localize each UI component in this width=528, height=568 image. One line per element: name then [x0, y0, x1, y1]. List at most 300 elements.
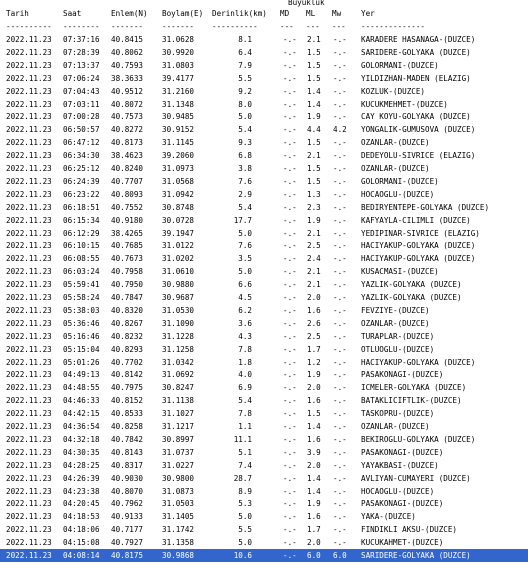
- cell-lat: 40.7950: [111, 280, 144, 290]
- cell-ml: 1.6: [307, 396, 321, 406]
- cell-lon: 31.1348: [162, 99, 195, 109]
- column-header-row: [0, 7, 528, 20]
- cell-lon: 31.0942: [162, 189, 195, 199]
- table-row[interactable]: [0, 201, 528, 214]
- cell-depth: 10.6: [233, 551, 252, 560]
- col-mw-header: Mw: [332, 9, 342, 18]
- cell-lat: 40.8072: [111, 99, 144, 109]
- cell-md: -.-: [283, 99, 297, 109]
- cell-mw: -.-: [333, 409, 347, 419]
- cell-depth: 5.5: [238, 73, 252, 83]
- cell-lon: 31.0202: [162, 254, 195, 264]
- cell-md: -.-: [283, 422, 297, 431]
- table-row[interactable]: [0, 407, 528, 420]
- table-row[interactable]: [0, 136, 528, 149]
- cell-lon: 30.8748: [162, 202, 195, 212]
- cell-mw: -.-: [333, 370, 347, 380]
- cell-ml: 2.3: [307, 202, 321, 212]
- cell-mw: -.-: [333, 422, 347, 431]
- cell-time: 04:49:13: [63, 370, 100, 380]
- cell-depth: 7.8: [238, 344, 252, 354]
- cell-lat: 38.4623: [111, 151, 144, 161]
- cell-md: -.-: [283, 460, 297, 470]
- cell-ml: 1.7: [307, 525, 321, 535]
- cell-lon: 31.0692: [162, 370, 195, 380]
- cell-date: 2022.11.23: [6, 344, 52, 354]
- cell-depth: 5.3: [238, 499, 252, 509]
- cell-ml: 1.6: [307, 434, 321, 444]
- cell-md: -.-: [283, 267, 297, 277]
- cell-mw: -.-: [333, 189, 347, 199]
- table-row[interactable]: [0, 536, 528, 549]
- cell-lon: 39.2060: [162, 151, 195, 161]
- cell-place: HACIYAKUP-GOLYAKA (DUZCE): [361, 254, 476, 264]
- cell-lat: 40.8175: [111, 551, 144, 560]
- cell-place: BATAKLICIFTLIK-(DUZCE): [361, 396, 462, 406]
- cell-ml: 1.5: [307, 409, 321, 419]
- cell-mw: -.-: [333, 228, 347, 238]
- table-row[interactable]: [0, 46, 528, 59]
- cell-place: TURAPLAR-(DUZCE): [361, 331, 435, 341]
- cell-lon: 31.1405: [162, 512, 195, 522]
- cell-lat: 40.7177: [111, 525, 144, 535]
- cell-depth: 1.1: [238, 422, 252, 431]
- cell-ml: 2.0: [307, 383, 321, 393]
- col-lat-header: Enlem(N): [111, 9, 148, 18]
- depth-divider: ----------: [212, 22, 258, 31]
- cell-md: -.-: [283, 305, 297, 315]
- cell-time: 07:06:24: [63, 73, 100, 83]
- table-row[interactable]: [0, 59, 528, 72]
- cell-place: FINDIKLI AKSU-(DUZCE): [361, 525, 458, 535]
- cell-lat: 40.7593: [111, 60, 144, 70]
- cell-time: 04:26:39: [63, 473, 100, 483]
- md-divider: ---: [280, 22, 294, 31]
- cell-depth: 3.5: [238, 254, 252, 264]
- cell-place: YAZLIK-GOLYAKA (DUZCE): [361, 280, 462, 290]
- cell-time: 05:36:46: [63, 318, 100, 328]
- cell-place: KOZLUK-(DUZCE): [361, 86, 426, 96]
- cell-time: 07:37:16: [63, 35, 100, 44]
- cell-mw: -.-: [333, 318, 347, 328]
- cell-depth: 8.0: [238, 99, 252, 109]
- cell-date: 2022.11.23: [6, 151, 52, 161]
- cell-date: 2022.11.23: [6, 60, 52, 70]
- cell-depth: 6.9: [238, 383, 252, 393]
- cell-time: 06:08:55: [63, 254, 100, 264]
- table-row[interactable]: [0, 98, 528, 111]
- magnitude-group-title: Buyukluk: [288, 0, 325, 7]
- cell-depth: 5.0: [238, 538, 252, 548]
- cell-lat: 40.8152: [111, 396, 144, 406]
- cell-md: -.-: [283, 215, 297, 225]
- cell-lat: 40.8272: [111, 125, 144, 135]
- cell-ml: 1.4: [307, 86, 321, 96]
- cell-lat: 40.8070: [111, 486, 144, 496]
- cell-lat: 38.4265: [111, 228, 144, 238]
- cell-lat: 40.8317: [111, 460, 144, 470]
- cell-lat: 40.8142: [111, 370, 144, 380]
- table-row[interactable]: [0, 485, 528, 498]
- cell-mw: -.-: [333, 473, 347, 483]
- cell-depth: 7.6: [238, 241, 252, 251]
- cell-date: 2022.11.23: [6, 73, 52, 83]
- cell-lat: 40.7842: [111, 434, 144, 444]
- cell-lat: 40.8533: [111, 409, 144, 419]
- cell-ml: 2.0: [307, 538, 321, 548]
- table-row[interactable]: [0, 330, 528, 343]
- cell-place: PASAKONAGI-(DUZCE): [361, 370, 444, 380]
- cell-date: 2022.11.23: [6, 447, 52, 457]
- cell-date: 2022.11.23: [6, 499, 52, 509]
- cell-lon: 31.0122: [162, 241, 195, 251]
- table-row[interactable]: [0, 472, 528, 485]
- cell-mw: 6.0: [333, 551, 347, 560]
- table-row[interactable]: [0, 304, 528, 317]
- cell-mw: -.-: [333, 151, 347, 161]
- table-row[interactable]: [0, 252, 528, 265]
- cell-ml: 2.4: [307, 254, 321, 264]
- cell-depth: 3.8: [238, 164, 252, 173]
- cell-ml: 1.5: [307, 164, 321, 173]
- cell-lon: 30.9880: [162, 280, 195, 290]
- cell-date: 2022.11.23: [6, 318, 52, 328]
- cell-lon: 39.4177: [162, 73, 195, 83]
- cell-lat: 40.8232: [111, 331, 144, 341]
- cell-time: 06:34:30: [63, 151, 100, 161]
- cell-lon: 31.1145: [162, 138, 195, 148]
- table-row[interactable]: [0, 110, 528, 123]
- table-row[interactable]: [0, 162, 528, 175]
- cell-place: SARIDERE-GOLYAKA (DUZCE): [361, 551, 471, 560]
- cell-date: 2022.11.23: [6, 383, 52, 393]
- cell-ml: 1.2: [307, 357, 321, 367]
- cell-depth: 2.9: [238, 189, 252, 199]
- cell-mw: -.-: [333, 305, 347, 315]
- cell-place: CAY KOYU-GOLYAKA (DUZCE): [361, 112, 471, 122]
- cell-date: 2022.11.23: [6, 473, 52, 483]
- cell-place: OTLUOGLU-(DUZCE): [361, 344, 435, 354]
- cell-ml: 2.0: [307, 293, 321, 302]
- cell-ml: 2.6: [307, 318, 321, 328]
- cell-mw: -.-: [333, 383, 347, 393]
- cell-time: 05:01:26: [63, 357, 100, 367]
- cell-lat: 40.8240: [111, 164, 144, 173]
- cell-place: DEDEYOLU-SIVRICE (ELAZIG): [361, 151, 476, 161]
- cell-time: 07:03:11: [63, 99, 100, 109]
- cell-ml: 1.9: [307, 499, 321, 509]
- cell-date: 2022.11.23: [6, 370, 52, 380]
- col-time-header: Saat: [63, 9, 82, 18]
- cell-date: 2022.11.23: [6, 486, 52, 496]
- cell-md: -.-: [283, 125, 297, 135]
- cell-place: AVLIYAN-CUMAYERI (DUZCE): [361, 473, 471, 483]
- cell-lon: 31.1138: [162, 396, 195, 406]
- cell-lat: 40.7707: [111, 176, 144, 186]
- table-row[interactable]: [0, 433, 528, 446]
- cell-ml: 1.3: [307, 189, 321, 199]
- table-row[interactable]: [0, 33, 528, 46]
- cell-lon: 30.9485: [162, 112, 195, 122]
- cell-mw: -.-: [333, 293, 347, 302]
- cell-mw: -.-: [333, 357, 347, 367]
- cell-time: 04:32:18: [63, 434, 100, 444]
- table-row[interactable]: [0, 459, 528, 472]
- cell-md: -.-: [283, 280, 297, 290]
- cell-ml: 1.4: [307, 422, 321, 431]
- cell-depth: 5.4: [238, 396, 252, 406]
- cell-mw: -.-: [333, 538, 347, 548]
- table-row[interactable]: [0, 123, 528, 136]
- cell-md: -.-: [283, 293, 297, 302]
- cell-lat: 40.7847: [111, 293, 144, 302]
- cell-md: -.-: [283, 189, 297, 199]
- cell-place: KUCUKAHMET-(DUZCE): [361, 538, 444, 548]
- cell-ml: 2.1: [307, 228, 321, 238]
- cell-depth: 17.7: [233, 215, 252, 225]
- cell-md: -.-: [283, 525, 297, 535]
- cell-md: -.-: [283, 512, 297, 522]
- cell-lon: 31.0973: [162, 164, 195, 173]
- table-row[interactable]: [0, 356, 528, 369]
- cell-date: 2022.11.23: [6, 35, 52, 44]
- cell-mw: -.-: [333, 512, 347, 522]
- cell-lon: 31.0628: [162, 35, 195, 44]
- cell-place: HOCAOGLU-(DUZCE): [361, 189, 435, 199]
- cell-depth: 9.2: [238, 86, 252, 96]
- cell-lat: 40.8173: [111, 138, 144, 148]
- cell-time: 05:16:46: [63, 331, 100, 341]
- cell-lat: 40.8415: [111, 35, 144, 44]
- cell-mw: -.-: [333, 486, 347, 496]
- date-divider: ----------: [6, 22, 52, 31]
- cell-date: 2022.11.23: [6, 434, 52, 444]
- cell-md: -.-: [283, 35, 297, 44]
- lat-divider: -------: [111, 22, 144, 31]
- cell-time: 04:28:25: [63, 460, 100, 470]
- table-row[interactable]: [0, 175, 528, 188]
- cell-place: OZANLAR-(DUZCE): [361, 164, 430, 173]
- cell-date: 2022.11.23: [6, 228, 52, 238]
- cell-time: 04:18:53: [63, 512, 100, 522]
- cell-lon: 31.2160: [162, 86, 195, 96]
- cell-date: 2022.11.23: [6, 396, 52, 406]
- cell-place: BEKIROGLU-GOLYAKA (DUZCE): [361, 434, 476, 444]
- cell-md: -.-: [283, 551, 297, 560]
- cell-mw: -.-: [333, 525, 347, 535]
- cell-md: -.-: [283, 176, 297, 186]
- cell-lat: 40.7552: [111, 202, 144, 212]
- cell-md: -.-: [283, 164, 297, 173]
- table-row[interactable]: [0, 265, 528, 278]
- col-place-header: Yer: [361, 9, 375, 18]
- cell-lat: 40.8143: [111, 447, 144, 457]
- cell-ml: 1.9: [307, 370, 321, 380]
- cell-lat: 40.8293: [111, 344, 144, 354]
- cell-mw: -.-: [333, 254, 347, 264]
- table-row[interactable]: [0, 317, 528, 330]
- cell-time: 04:23:38: [63, 486, 100, 496]
- cell-date: 2022.11.23: [6, 241, 52, 251]
- table-row-selected[interactable]: [0, 549, 528, 562]
- cell-mw: -.-: [333, 280, 347, 290]
- table-row[interactable]: [0, 381, 528, 394]
- table-row[interactable]: [0, 214, 528, 227]
- cell-depth: 7.4: [238, 460, 252, 470]
- cell-md: -.-: [283, 138, 297, 148]
- cell-time: 07:04:43: [63, 86, 100, 96]
- cell-place: KAFYAYLA-CILIMLI (DUZCE): [361, 215, 471, 225]
- cell-date: 2022.11.23: [6, 357, 52, 367]
- cell-ml: 1.6: [307, 305, 321, 315]
- cell-depth: 9.3: [238, 138, 252, 148]
- cell-ml: 2.1: [307, 151, 321, 161]
- cell-date: 2022.11.23: [6, 189, 52, 199]
- cell-time: 05:38:03: [63, 305, 100, 315]
- table-row[interactable]: [0, 497, 528, 510]
- cell-mw: -.-: [333, 267, 347, 277]
- cell-time: 06:03:24: [63, 267, 100, 277]
- cell-depth: 7.6: [238, 176, 252, 186]
- cell-mw: -.-: [333, 215, 347, 225]
- cell-place: BEDIRYENTEPE-GOLYAKA (DUZCE): [361, 202, 490, 212]
- cell-mw: -.-: [333, 344, 347, 354]
- cell-time: 05:59:41: [63, 280, 100, 290]
- cell-date: 2022.11.23: [6, 112, 52, 122]
- cell-md: -.-: [283, 396, 297, 406]
- cell-time: 06:24:39: [63, 176, 100, 186]
- cell-place: KUSACMASI-(DUZCE): [361, 267, 439, 277]
- cell-depth: 6.4: [238, 47, 252, 57]
- cell-time: 04:20:45: [63, 499, 100, 509]
- cell-lat: 38.3633: [111, 73, 144, 83]
- cell-ml: 1.6: [307, 512, 321, 522]
- cell-time: 07:13:37: [63, 60, 100, 70]
- cell-ml: 2.1: [307, 267, 321, 277]
- cell-md: -.-: [283, 370, 297, 380]
- cell-mw: -.-: [333, 73, 347, 83]
- cell-ml: 2.5: [307, 241, 321, 251]
- cell-mw: -.-: [333, 331, 347, 341]
- cell-time: 04:36:54: [63, 422, 100, 431]
- cell-place: OZANLAR-(DUZCE): [361, 318, 430, 328]
- cell-place: YAZLIK-GOLYAKA (DUZCE): [361, 293, 462, 302]
- cell-date: 2022.11.23: [6, 164, 52, 173]
- cell-lon: 31.0873: [162, 486, 195, 496]
- table-row[interactable]: [0, 394, 528, 407]
- cell-time: 04:18:06: [63, 525, 100, 535]
- table-row[interactable]: [0, 291, 528, 304]
- cell-date: 2022.11.23: [6, 125, 52, 135]
- cell-mw: -.-: [333, 460, 347, 470]
- cell-place: OZANLAR-(DUZCE): [361, 138, 430, 148]
- table-row[interactable]: [0, 85, 528, 98]
- table-row[interactable]: [0, 188, 528, 201]
- cell-md: -.-: [283, 60, 297, 70]
- cell-date: 2022.11.23: [6, 202, 52, 212]
- cell-lat: 40.9133: [111, 512, 144, 522]
- cell-date: 2022.11.23: [6, 409, 52, 419]
- cell-time: 06:18:51: [63, 202, 100, 212]
- cell-ml: 1.4: [307, 99, 321, 109]
- cell-time: 05:15:04: [63, 344, 100, 354]
- cell-md: -.-: [283, 254, 297, 264]
- cell-md: -.-: [283, 473, 297, 483]
- cell-ml: 1.4: [307, 486, 321, 496]
- cell-place: ICMELER-GOLYAKA (DUZCE): [361, 383, 467, 393]
- table-row[interactable]: [0, 523, 528, 536]
- table-row[interactable]: [0, 239, 528, 252]
- cell-lon: 31.0737: [162, 447, 195, 457]
- cell-place: OZANLAR-(DUZCE): [361, 422, 430, 431]
- cell-lon: 30.9800: [162, 473, 195, 483]
- cell-lon: 30.9687: [162, 293, 195, 302]
- cell-lon: 39.1947: [162, 228, 195, 238]
- cell-ml: 1.9: [307, 112, 321, 122]
- cell-depth: 3.6: [238, 318, 252, 328]
- cell-lat: 40.8062: [111, 47, 144, 57]
- cell-ml: 1.5: [307, 138, 321, 148]
- cell-date: 2022.11.23: [6, 551, 52, 560]
- cell-place: YONGALIK-GUMUSOVA (DUZCE): [361, 125, 476, 135]
- cell-place: FEVZIYE-(DUZCE): [361, 305, 430, 315]
- table-row[interactable]: [0, 368, 528, 381]
- cell-place: PASAKONAGI-(DUZCE): [361, 499, 444, 509]
- table-row[interactable]: [0, 510, 528, 523]
- cell-place: YEDIPINAR-SIVRICE (ELAZIG): [361, 228, 480, 238]
- cell-mw: -.-: [333, 202, 347, 212]
- cell-mw: -.-: [333, 396, 347, 406]
- cell-mw: -.-: [333, 60, 347, 70]
- cell-date: 2022.11.23: [6, 525, 52, 535]
- cell-md: -.-: [283, 202, 297, 212]
- cell-ml: 2.1: [307, 280, 321, 290]
- table-row[interactable]: [0, 72, 528, 85]
- table-row[interactable]: [0, 446, 528, 459]
- mw-divider: ---: [332, 22, 346, 31]
- table-row[interactable]: [0, 278, 528, 291]
- cell-ml: 1.5: [307, 73, 321, 83]
- cell-lon: 31.1217: [162, 422, 195, 431]
- cell-place: YILDIZHAN-MADEN (ELAZIG): [361, 73, 471, 83]
- cell-md: -.-: [283, 357, 297, 367]
- cell-ml: 2.5: [307, 331, 321, 341]
- cell-md: -.-: [283, 228, 297, 238]
- table-row[interactable]: [0, 420, 528, 433]
- time-divider: --------: [63, 22, 100, 31]
- cell-place: YAKA-(DUZCE): [361, 512, 416, 522]
- cell-lat: 40.9512: [111, 86, 144, 96]
- table-row[interactable]: [0, 343, 528, 356]
- cell-time: 04:08:14: [63, 551, 100, 560]
- cell-lon: 31.0227: [162, 460, 195, 470]
- cell-mw: -.-: [333, 499, 347, 509]
- cell-ml: 2.1: [307, 35, 321, 44]
- cell-depth: 5.0: [238, 267, 252, 277]
- cell-time: 06:12:29: [63, 228, 100, 238]
- cell-time: 06:10:15: [63, 241, 100, 251]
- cell-date: 2022.11.23: [6, 254, 52, 264]
- cell-time: 04:15:08: [63, 538, 100, 548]
- cell-date: 2022.11.23: [6, 47, 52, 57]
- table-row[interactable]: [0, 149, 528, 162]
- cell-date: 2022.11.23: [6, 293, 52, 302]
- cell-depth: 5.4: [238, 202, 252, 212]
- table-row[interactable]: [0, 227, 528, 240]
- cell-md: -.-: [283, 241, 297, 251]
- cell-lon: 31.1258: [162, 344, 195, 354]
- cell-depth: 5.0: [238, 112, 252, 122]
